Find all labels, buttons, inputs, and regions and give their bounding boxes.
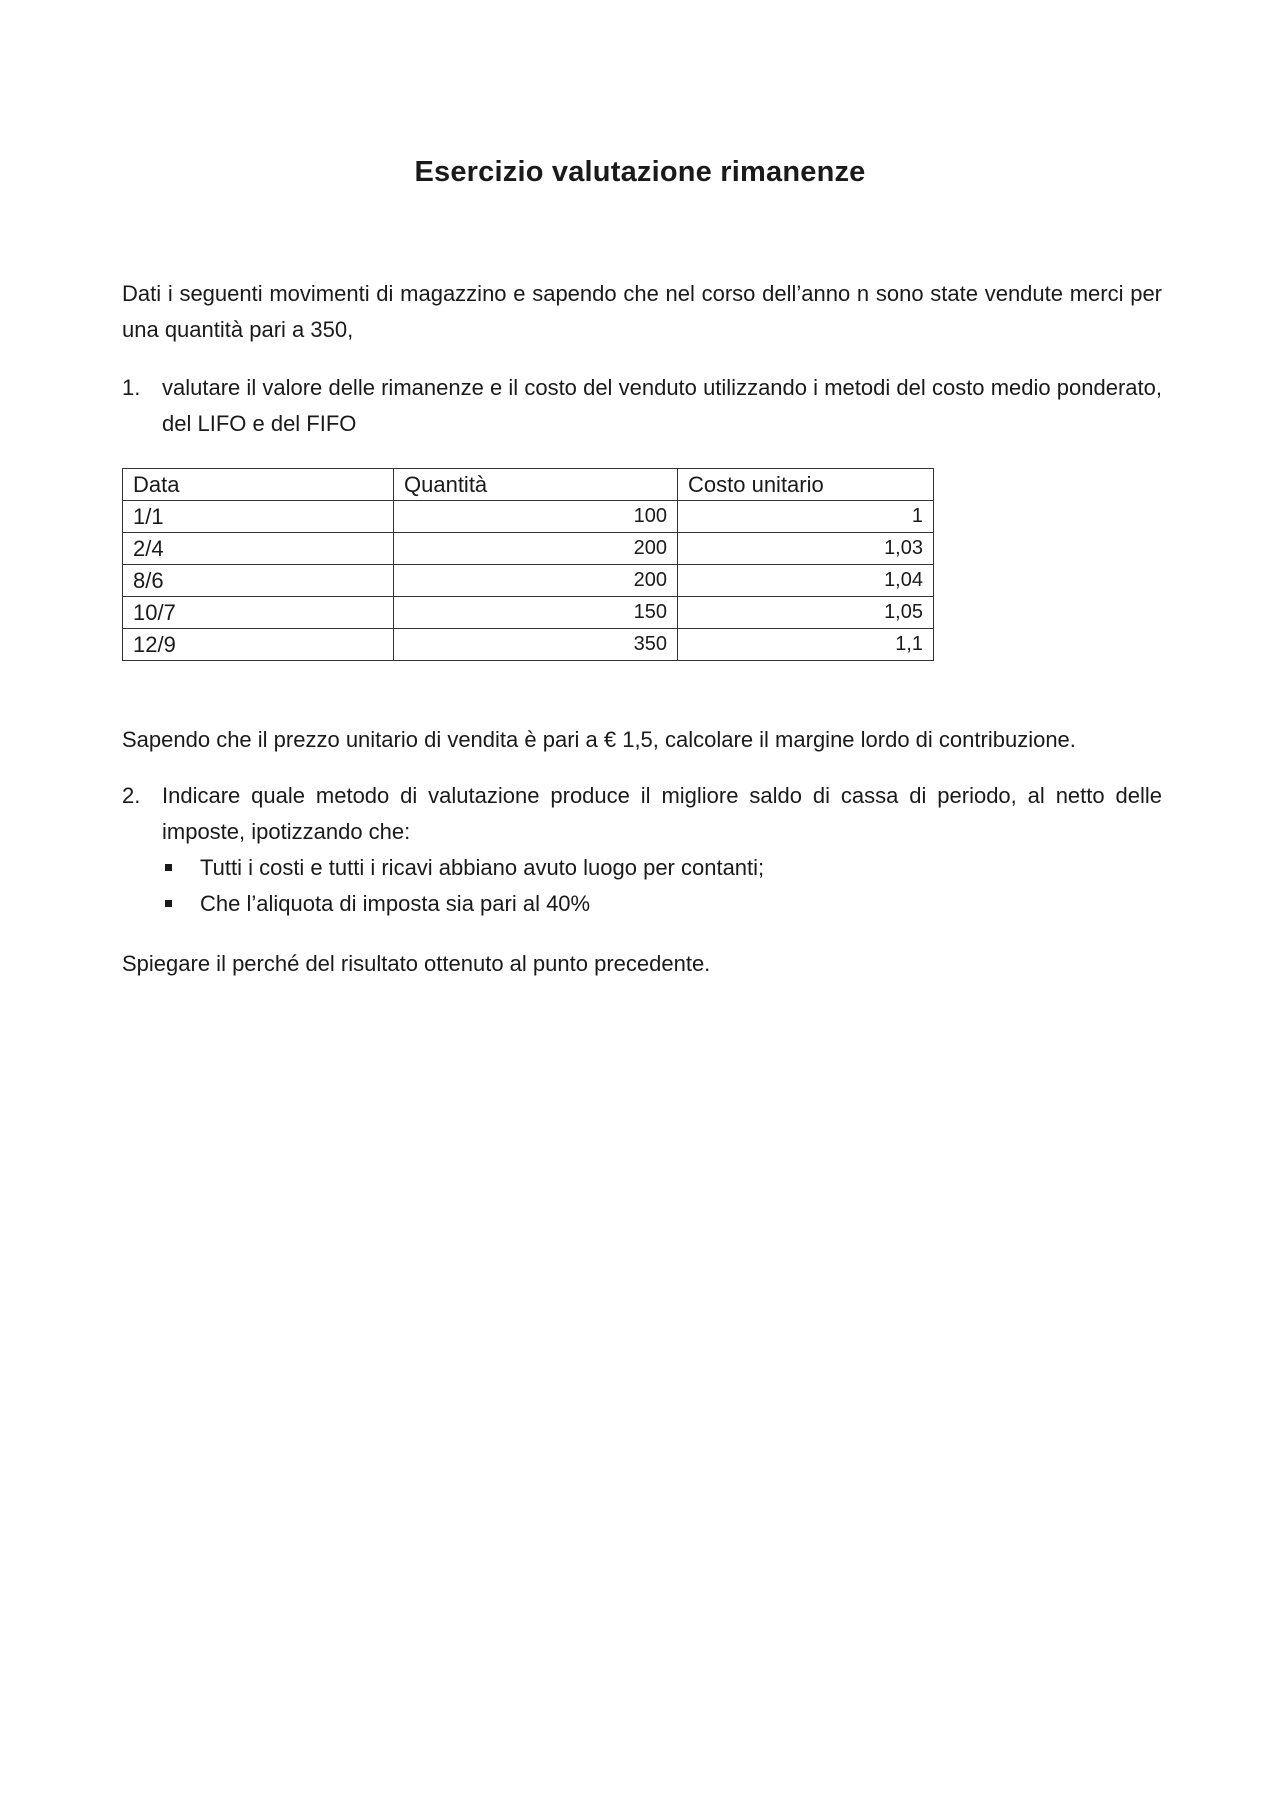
cell-quantita: 200 [394, 533, 678, 565]
cell-data: 10/7 [123, 597, 394, 629]
table-row [123, 629, 934, 661]
list-item-text: Tutti i costi e tutti i ricavi abbiano avuto luogo per contanti; [200, 855, 765, 880]
cell-quantita: 100 [394, 501, 678, 533]
list-item-text: Che l’aliquota di imposta sia pari al 40% [200, 891, 591, 916]
document-title: Esercizio valutazione rimanenze [414, 156, 866, 188]
header-data: Data [123, 469, 394, 501]
cell-data: 2/4 [123, 533, 394, 565]
table-header-row [123, 469, 934, 501]
cell-costo: 1,1 [678, 629, 934, 661]
selling-price-paragraph: Sapendo che il prezzo unitario di vendita è pari a € 1,5, calcolare il margine lordo di contribuzione. [122, 727, 1076, 752]
cell-data: 8/6 [123, 565, 394, 597]
table-row [123, 597, 934, 629]
bullet-square-icon [165, 900, 172, 907]
cell-quantita: 150 [394, 597, 678, 629]
assumptions-list [162, 850, 1162, 922]
list-item [162, 850, 1162, 886]
question-2-text: Indicare quale metodo di valutazione produce il migliore saldo di cassa di periodo, al netto delle imposte, ipotizzando che: [162, 783, 1162, 844]
bullet-square-icon [165, 864, 172, 871]
cell-data: 12/9 [123, 629, 394, 661]
cell-data: 1/1 [123, 501, 394, 533]
list-item [162, 886, 1162, 922]
header-costo-unitario: Costo unitario [678, 469, 934, 501]
explain-paragraph: Spiegare il perché del risultato ottenuto al punto precedente. [122, 951, 711, 976]
cell-costo: 1 [678, 501, 934, 533]
table-row [123, 565, 934, 597]
question-2-number: 2. [122, 783, 141, 808]
question-2 [122, 778, 1162, 922]
cell-costo: 1,03 [678, 533, 934, 565]
question-1 [122, 370, 1162, 442]
table-row [123, 533, 934, 565]
question-1-number: 1. [122, 375, 141, 400]
intro-paragraph: Dati i seguenti movimenti di magazzino e sapendo che nel corso dell’anno n sono state vendute merci per una quantità pari a 350, [122, 281, 1162, 342]
header-quantita: Quantità [394, 469, 678, 501]
cell-quantita: 200 [394, 565, 678, 597]
table-row [123, 501, 934, 533]
cell-quantita: 350 [394, 629, 678, 661]
question-1-text: valutare il valore delle rimanenze e il costo del venduto utilizzando i metodi del costo medio ponderato, del LIFO e del FIFO [162, 375, 1162, 436]
inventory-table [122, 468, 934, 661]
cell-costo: 1,05 [678, 597, 934, 629]
cell-costo: 1,04 [678, 565, 934, 597]
